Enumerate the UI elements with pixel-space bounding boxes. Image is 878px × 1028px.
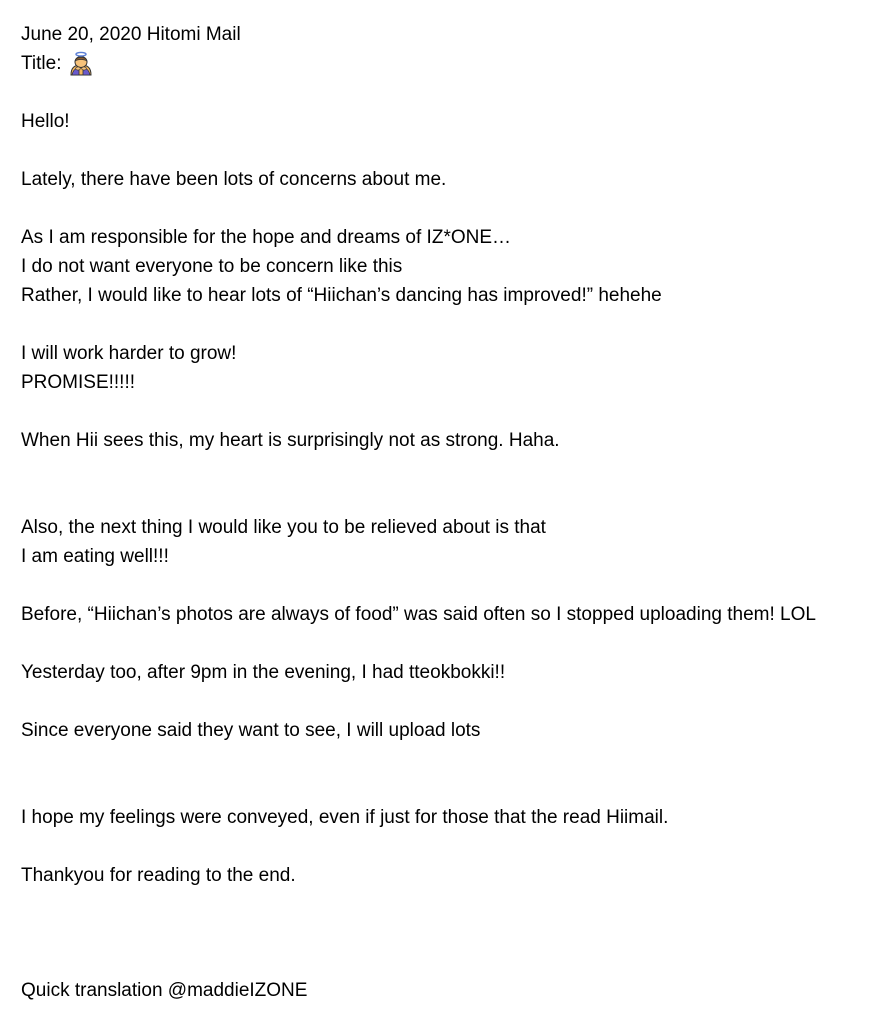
paragraph-photos: Before, “Hiichan’s photos are always of food” was said often so I stopped uploading them! LOL [21,604,816,625]
paragraph-heart: When Hii sees this, my heart is surprisingly not as strong. Haha. [21,430,560,451]
title-label: Title: [21,53,62,74]
paragraph-responsible-line-1: As I am responsible for the hope and dreams of IZ*ONE… [21,227,512,248]
translation-credit: Quick translation @maddieIZONE [21,980,308,1001]
date-line: June 20, 2020 Hitomi Mail [21,24,241,45]
paragraph-relieved-line-2: I am eating well!!! [21,546,169,567]
greeting: Hello! [21,111,70,132]
person-bowing-icon [68,51,94,77]
paragraph-concerns: Lately, there have been lots of concerns about me. [21,169,447,190]
title-line [21,49,871,78]
paragraph-feelings: I hope my feelings were conveyed, even if just for those that the read Hiimail. [21,807,669,828]
mail-document [21,20,871,1005]
paragraph-tteokbokki: Yesterday too, after 9pm in the evening, I had tteokbokki!! [21,662,506,683]
paragraph-grow-line-1: I will work harder to grow! [21,343,237,364]
paragraph-upload: Since everyone said they want to see, I will upload lots [21,720,481,741]
paragraph-grow-line-2: PROMISE!!!!! [21,372,136,393]
paragraph-responsible-line-2: I do not want everyone to be concern like this [21,256,403,277]
paragraph-thanks: Thankyou for reading to the end. [21,865,296,886]
paragraph-responsible-line-3: Rather, I would like to hear lots of “Hiichan’s dancing has improved!” hehehe [21,285,662,306]
paragraph-relieved-line-1: Also, the next thing I would like you to be relieved about is that [21,517,546,538]
